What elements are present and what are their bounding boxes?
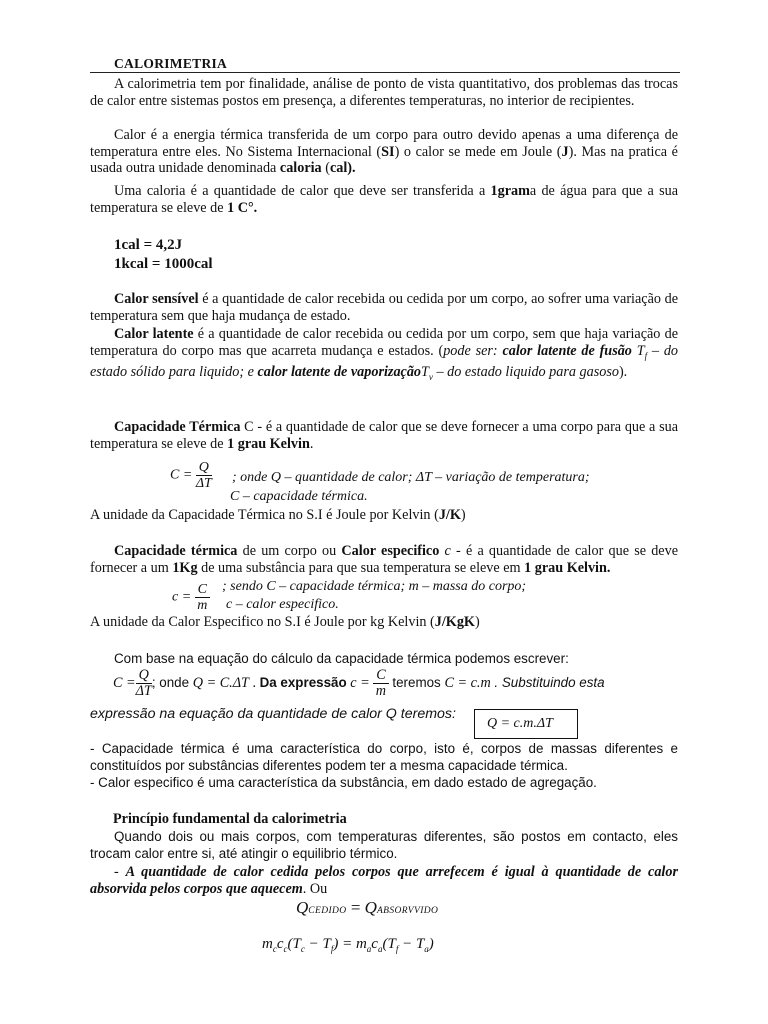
specific-heat-unit: A unidade da Calor Especifico no S.I é Joule por kg Kelvin (J/KgK) [90,614,480,630]
sensible-heat-paragraph: Calor sensível é a quantidade de calor recebida ou cedida por um corpo, ao sofrer uma variação de temperatura sem que haja mudança de estado. [90,291,679,324]
specific-heat-symbol: c – calor especifico. [226,597,339,612]
thermal-capacity-formula: C = $\frac{Q}{\Delta T}$ [170,460,212,491]
derivation-intro: Com base na equação do cálculo da capacidade térmica podemos escrever: [114,651,569,666]
specific-heat-description: ; sendo C – capacidade térmica; m – massa do corpo; [222,579,527,594]
intro-paragraph-2: Calor é a energia térmica transferida de um corpo para outro devido apenas a uma diferença de temperatura entre eles. No Sistema Internacional (SI) o calor se mede em Joule (J). Mas na pratica é usada outra unidade denominada caloria (cal). [90,127,678,177]
thermal-capacity-unit: A unidade da Capacidade Térmica no S.I é Joule por Kelvin (J/K) [90,507,466,523]
heat-exchange-equation: $m_cc_c(T_c - T_f) = m_ac_a(T_f - T_a)$ [262,936,434,954]
conversion-cal: 1cal = 4,2J [114,237,183,253]
note-thermal-capacity: - Capacidade térmica é uma característica do corpo, isto é, corpos de massas diferentes e constituídos por substâncias diferentes podem ter a mesma capacidade térmica. [90,741,678,773]
intro-paragraph-1: A calorimetria tem por finalidade, análise de ponto de vista quantitativo, dos problemas das trocas de calor entre sistemas postos em presença, a diferentes temperaturas, no interior de recipientes. [90,76,678,109]
heat-balance-equation: QCEDIDO = QABSORVVIDO [296,898,439,917]
thermal-capacity-paragraph: Capacidade Térmica C - é a quantidade de calor que se deve fornecer a uma corpo para que a sua temperatura se eleve de 1 grau Kelvin. [90,419,678,452]
principle-paragraph-2: - A quantidade de calor cedida pelos corpos que arrefecem é igual à quantidade de calor absorvida pelos corpos que aquecem. Ou [90,864,678,897]
principle-paragraph-1: Quando dois ou mais corpos, com temperaturas diferentes, são postos em contacto, eles trocam calor entre si, até atingir o equilibrio térmico. [90,829,678,861]
note-specific-heat: - Calor especifico é uma característica da substância, em dado estado de agregação. [90,775,597,790]
specific-heat-formula: c = $\frac{C}{m}$ [172,582,210,613]
derivation-equations: C = $\frac{Q}{\Delta T}$ ; onde Q = C.ΔT . Da expressão c = $\frac{C}{m}$ teremos C = c.m . Substituindo esta [113,667,605,699]
intro-paragraph-3: Uma caloria é a quantidade de calor que deve ser transferida a 1grama de água para que a sua temperatura se eleve de 1 C°. [90,183,678,216]
page-title: CALORIMETRIA [114,56,228,71]
derivation-line-2: expressão na equação da quantidade de calor Q teremos: [90,706,456,722]
thermal-capacity-symbol: C – capacidade térmica. [230,489,368,504]
thermal-capacity-description: ; onde Q – quantidade de calor; ΔT – variação de temperatura; [232,470,590,485]
specific-heat-paragraph: Capacidade térmica de um corpo ou Calor especifico c - é a quantidade de calor que se deve fornecer a um 1Kg de uma substância para que sua temperatura se eleve em 1 grau Kelvin. [90,543,678,576]
latent-heat-paragraph: Calor latente é a quantidade de calor recebida ou cedida por um corpo, sem que haja variação de temperatura do corpo mas que acarreta mudança e estados. (pode ser: calor latente de fusão $T_f$ – do estado sólido para liquido; e calor latente de vaporizaçãoT$_v$ – do estado liquido para gasoso). [90,326,679,382]
conversion-kcal: 1kcal = 1000cal [114,256,213,272]
principle-heading: Princípio fundamental da calorimetria [113,811,347,827]
boxed-heat-equation: Q = c.m.ΔT [474,709,578,739]
title-underline [90,72,680,73]
